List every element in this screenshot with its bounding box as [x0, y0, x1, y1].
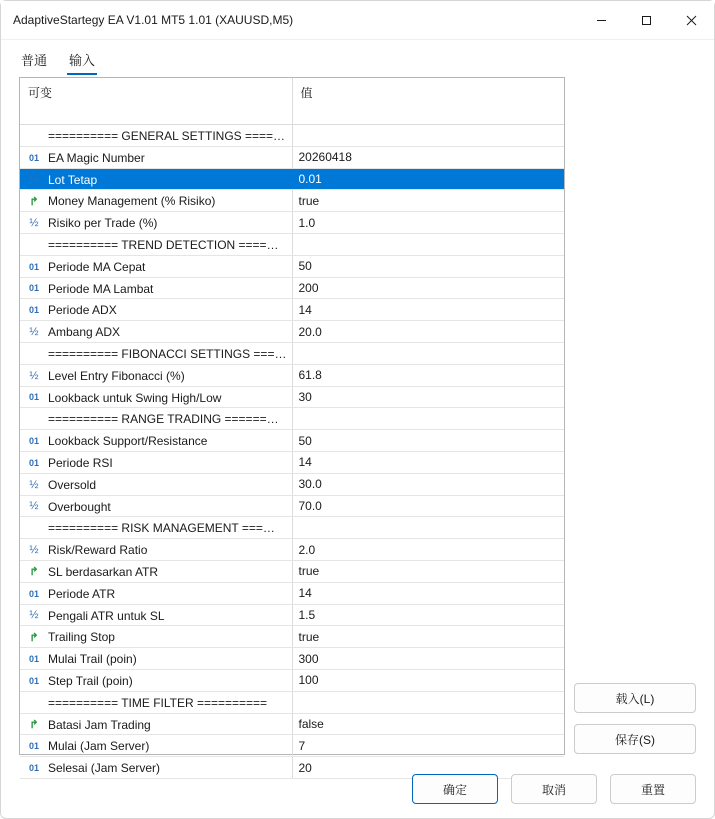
table-row[interactable] [20, 604, 564, 626]
parameter-name-label: Money Management (% Risiko) [48, 194, 216, 209]
table-row[interactable] [20, 299, 564, 321]
integer-param-icon: 01 [28, 762, 39, 773]
parameter-name-cell[interactable] [20, 386, 292, 408]
parameter-name-label: Periode ADX [48, 303, 117, 318]
boolean-param-icon: ↱ [29, 566, 39, 579]
parameter-value-cell[interactable]: 20260418 [292, 146, 564, 168]
parameter-value-cell[interactable]: 7 [292, 735, 564, 757]
table-row[interactable] [20, 495, 564, 517]
parameter-name-label: Batasi Jam Trading [48, 717, 151, 732]
parameter-name-cell[interactable] [20, 539, 292, 561]
parameter-value-cell[interactable]: true [292, 560, 564, 582]
parameter-value-cell[interactable] [292, 342, 564, 364]
table-row[interactable] [20, 735, 564, 757]
decimal-param-icon: ½ [29, 609, 39, 622]
close-icon[interactable] [669, 1, 714, 39]
table-row[interactable] [20, 190, 564, 212]
maximize-icon[interactable] [624, 1, 669, 39]
integer-param-icon: 01 [28, 283, 39, 294]
parameter-name-label: Periode MA Cepat [48, 259, 146, 274]
parameter-name-label: ========== FIBONACCI SETTINGS ===… [48, 346, 287, 361]
inputs-table-container[interactable] [19, 77, 565, 775]
side-button-group [574, 683, 696, 754]
parameter-name-cell[interactable] [20, 146, 292, 168]
parameter-name-label: SL berdasarkan ATR [48, 564, 159, 579]
table-row[interactable] [20, 386, 564, 408]
parameter-value-cell[interactable]: true [292, 626, 564, 648]
table-row[interactable] [20, 125, 564, 147]
decimal-param-icon: ½ [29, 173, 39, 186]
table-row[interactable] [20, 212, 564, 234]
parameter-value-cell[interactable] [292, 408, 564, 430]
parameter-name-cell[interactable] [20, 168, 292, 190]
parameter-value-cell[interactable]: 70.0 [292, 495, 564, 517]
parameter-name-label: Lookback untuk Swing High/Low [48, 390, 222, 405]
parameter-name-label: Lookback Support/Resistance [48, 433, 208, 448]
parameter-value-cell[interactable]: 100 [292, 669, 564, 691]
table-row[interactable] [20, 626, 564, 648]
table-row[interactable] [20, 691, 564, 713]
parameter-name-label: Overbought [48, 499, 111, 514]
decimal-param-icon: ½ [29, 217, 39, 229]
parameter-name-label: ========== GENERAL SETTINGS ====… [48, 128, 286, 143]
parameter-value-cell[interactable]: 30.0 [292, 473, 564, 495]
parameter-value-cell[interactable]: 20 [292, 757, 564, 779]
table-row[interactable] [20, 342, 564, 364]
parameter-value-cell[interactable]: 1.5 [292, 604, 564, 626]
table-row[interactable] [20, 473, 564, 495]
table-body [20, 125, 564, 779]
parameter-name-cell[interactable] [20, 626, 292, 648]
parameter-name-label: ========== RISK MANAGEMENT ===… [48, 521, 275, 536]
parameter-name-cell[interactable] [20, 495, 292, 517]
parameter-name-label: ========== TREND DETECTION ====… [48, 237, 279, 252]
integer-param-icon: 01 [28, 653, 39, 664]
tab-common[interactable]: 普通 [21, 53, 48, 68]
integer-param-icon: 01 [28, 435, 39, 446]
table-row[interactable] [20, 146, 564, 168]
table-row[interactable] [20, 713, 564, 735]
parameter-value-cell[interactable] [292, 233, 564, 255]
tab-bar [1, 40, 714, 78]
parameter-name-label: Mulai Trail (poin) [48, 651, 137, 666]
integer-param-icon: 01 [28, 588, 39, 599]
parameter-name-label: Periode ATR [48, 586, 116, 601]
parameter-name-label: Periode MA Lambat [48, 281, 154, 296]
parameter-value-cell[interactable] [292, 125, 564, 147]
parameter-name-label: Oversold [48, 477, 97, 492]
parameter-name-cell[interactable] [20, 451, 292, 473]
parameter-value-cell[interactable]: 0.01 [292, 168, 564, 190]
save-button[interactable]: 保存(S) [574, 724, 696, 754]
parameter-name-label: Mulai (Jam Server) [48, 739, 150, 754]
parameter-name-cell[interactable] [20, 233, 292, 255]
decimal-param-icon: ½ [29, 325, 39, 338]
table-row[interactable] [20, 321, 564, 343]
parameter-name-cell[interactable] [20, 277, 292, 299]
cancel-button[interactable]: 取消 [511, 774, 597, 804]
reset-button[interactable]: 重置 [610, 774, 696, 804]
table-row[interactable] [20, 517, 564, 539]
tab-inputs[interactable]: 输入 [67, 46, 97, 75]
decimal-param-icon: ½ [29, 500, 39, 513]
table-row[interactable] [20, 408, 564, 430]
parameter-name-cell[interactable] [20, 430, 292, 452]
parameter-name-label: Periode RSI [48, 455, 113, 470]
integer-param-icon: 01 [28, 152, 39, 163]
parameter-name-cell[interactable] [20, 364, 292, 386]
integer-param-icon: 01 [28, 457, 39, 468]
parameter-name-cell[interactable] [20, 691, 292, 713]
bottom-button-group [1, 774, 714, 804]
table-row[interactable] [20, 560, 564, 582]
column-header-value[interactable]: 值 [292, 78, 564, 125]
minimize-icon[interactable] [579, 1, 624, 39]
parameter-value-cell[interactable] [292, 691, 564, 713]
parameter-value-cell[interactable]: 200 [292, 277, 564, 299]
parameter-name-cell[interactable] [20, 582, 292, 604]
parameter-value-cell[interactable]: 20.0 [292, 321, 564, 343]
parameter-name-cell[interactable] [20, 648, 292, 670]
boolean-param-icon: ↱ [29, 718, 39, 731]
parameter-name-cell[interactable] [20, 604, 292, 626]
column-header-variable[interactable]: 可变 [20, 78, 292, 125]
parameter-name-cell[interactable] [20, 299, 292, 321]
table-row[interactable] [20, 539, 564, 561]
load-button[interactable]: 载入(L) [574, 683, 696, 713]
parameter-value-cell[interactable]: 2.0 [292, 539, 564, 561]
table-row[interactable] [20, 430, 564, 452]
table-row[interactable] [20, 255, 564, 277]
parameter-name-label: Ambang ADX [48, 324, 121, 339]
ok-button[interactable]: 确定 [412, 774, 498, 804]
parameter-name-cell[interactable] [20, 321, 292, 343]
parameter-value-cell[interactable]: 300 [292, 648, 564, 670]
parameter-value-cell[interactable]: 1.0 [292, 212, 564, 234]
title-bar [1, 1, 714, 40]
decimal-param-icon: ½ [29, 543, 39, 556]
table-header-row [20, 78, 564, 125]
parameter-name-cell[interactable] [20, 190, 292, 212]
table-row[interactable] [20, 669, 564, 691]
parameter-name-label: Pengali ATR untuk SL [48, 608, 165, 623]
parameter-name-cell[interactable] [20, 713, 292, 735]
window-title: AdaptiveStartegy EA V1.01 MT5 1.01 (XAUUSD,M5) [13, 13, 294, 27]
parameter-name-label: ========== RANGE TRADING ======… [48, 412, 279, 427]
parameter-name-label: Selesai (Jam Server) [48, 760, 161, 775]
table-row[interactable] [20, 451, 564, 473]
decimal-param-icon: ½ [29, 369, 39, 382]
table-row[interactable] [20, 233, 564, 255]
decimal-param-icon: ½ [29, 478, 39, 491]
parameter-name-cell[interactable] [20, 342, 292, 364]
parameter-name-cell[interactable] [20, 669, 292, 691]
table-row[interactable] [20, 648, 564, 670]
integer-param-icon: 01 [28, 392, 39, 403]
boolean-param-icon: ↱ [29, 631, 39, 644]
parameter-value-cell[interactable]: 61.8 [292, 364, 564, 386]
table-row[interactable] [20, 277, 564, 299]
integer-param-icon: 01 [28, 675, 39, 686]
parameter-name-cell[interactable] [20, 560, 292, 582]
table-row[interactable] [20, 582, 564, 604]
integer-param-icon: 01 [28, 261, 39, 272]
table-row[interactable] [20, 364, 564, 386]
boolean-param-icon: ↱ [29, 195, 39, 208]
parameter-name-cell[interactable] [20, 212, 292, 234]
parameter-name-cell[interactable] [20, 473, 292, 495]
parameter-name-cell[interactable] [20, 517, 292, 539]
integer-param-icon: 01 [28, 305, 39, 316]
parameter-value-cell[interactable]: 30 [292, 386, 564, 408]
integer-param-icon: 01 [28, 741, 39, 752]
parameter-name-label: Risk/Reward Ratio [48, 542, 148, 557]
parameter-value-cell[interactable]: 14 [292, 299, 564, 321]
parameter-name-cell[interactable] [20, 735, 292, 757]
parameter-name-label: Risiko per Trade (%) [48, 216, 158, 230]
parameter-name-label: Step Trail (poin) [48, 673, 133, 688]
parameter-name-label: Lot Tetap [48, 172, 98, 187]
parameter-value-cell[interactable]: 14 [292, 451, 564, 473]
parameter-value-cell[interactable]: false [292, 713, 564, 735]
parameter-value-cell[interactable] [292, 517, 564, 539]
parameter-value-cell[interactable]: 50 [292, 255, 564, 277]
parameter-name-cell[interactable] [20, 255, 292, 277]
window-controls [579, 1, 714, 39]
parameter-name-label: ========== TIME FILTER ========== [48, 695, 268, 710]
table-row[interactable] [20, 168, 564, 190]
inputs-table [20, 78, 564, 779]
parameter-name-label: Trailing Stop [48, 630, 115, 645]
parameter-value-cell[interactable]: 14 [292, 582, 564, 604]
parameter-name-label: Level Entry Fibonacci (%) [48, 368, 185, 383]
parameter-name-label: EA Magic Number [48, 150, 145, 165]
parameter-value-cell[interactable]: true [292, 190, 564, 212]
parameter-name-cell[interactable] [20, 125, 292, 147]
parameter-name-cell[interactable] [20, 408, 292, 430]
parameter-value-cell[interactable]: 50 [292, 430, 564, 452]
